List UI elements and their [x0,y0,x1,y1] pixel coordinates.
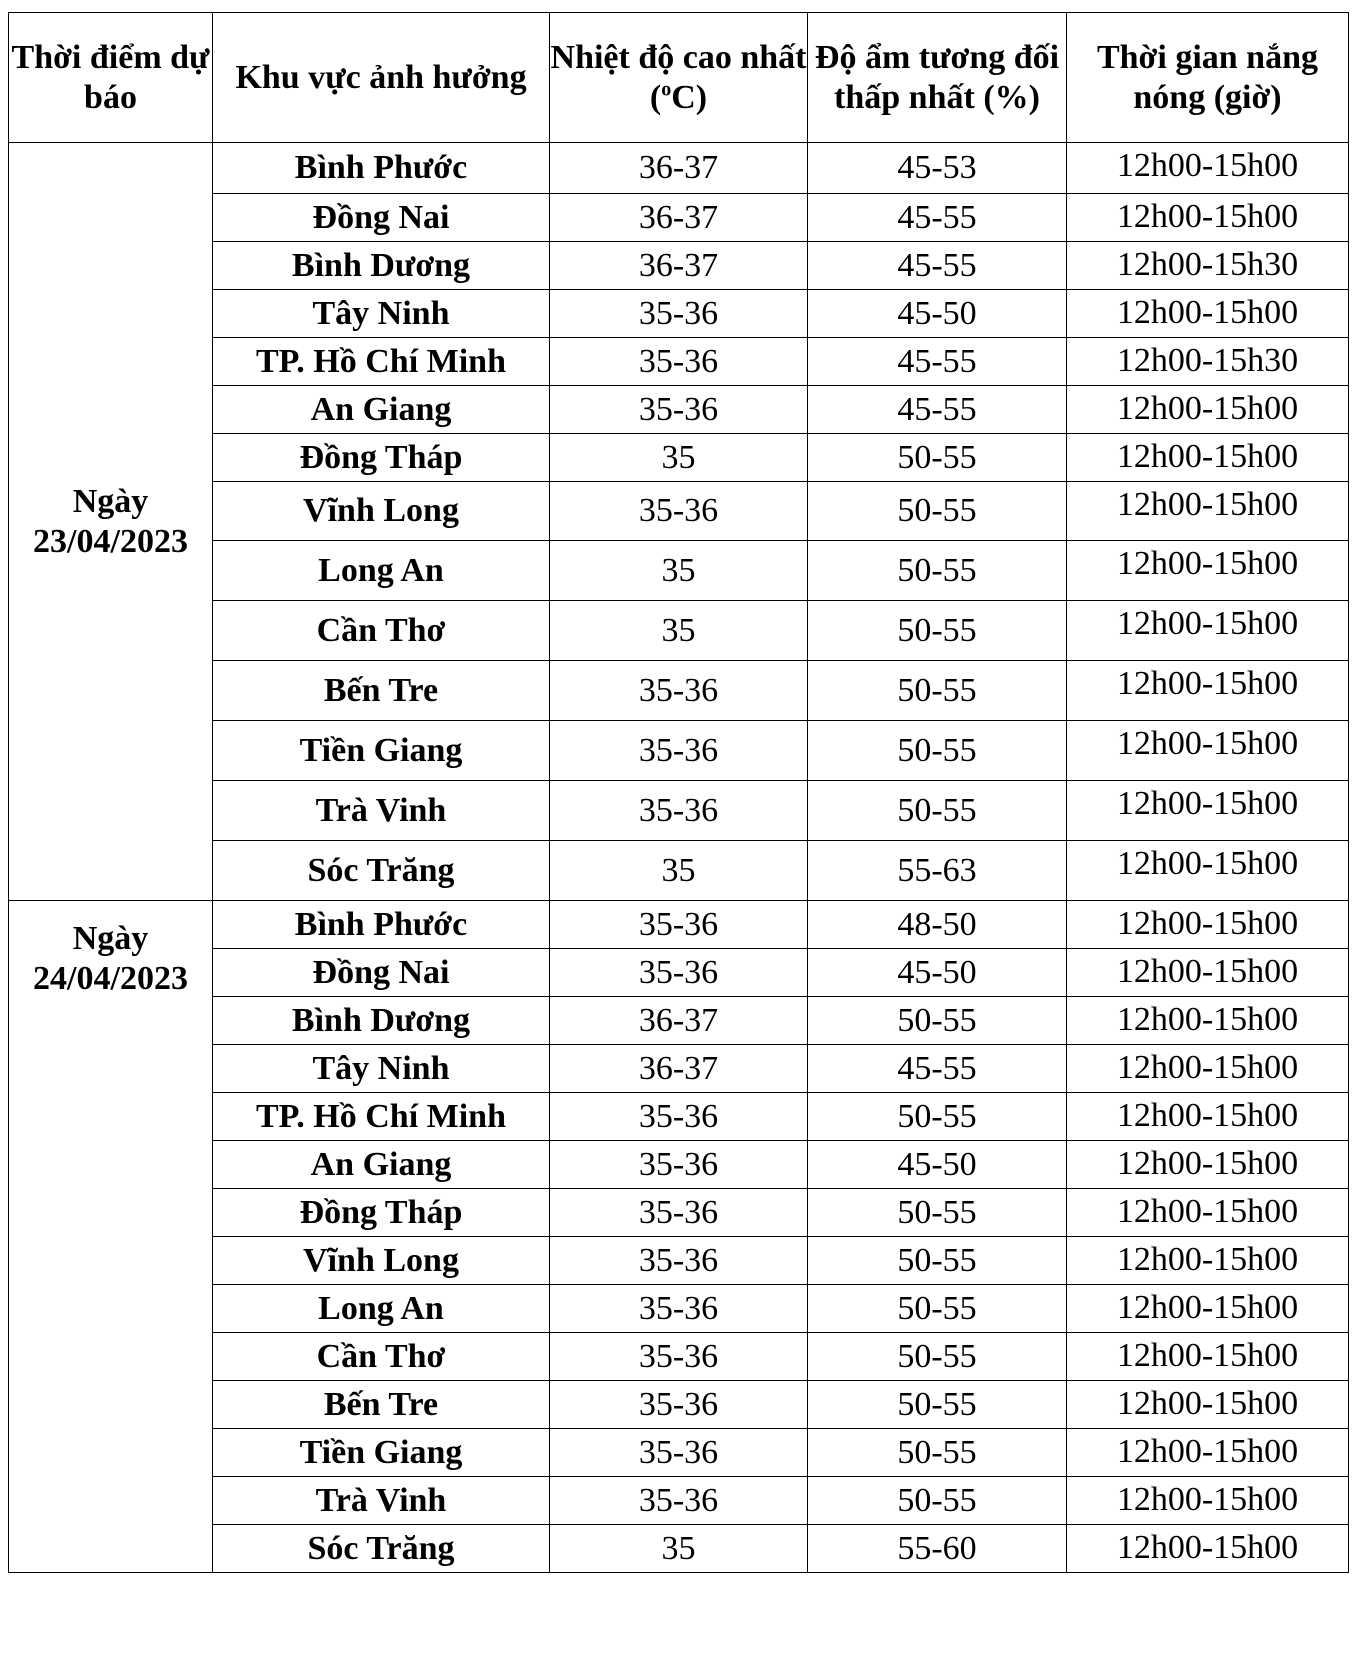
heat-duration-cell: 12h00-15h00 [1067,1333,1349,1381]
max-temperature-cell: 35-36 [550,661,808,721]
min-humidity-cell: 50-55 [808,1093,1067,1141]
region-cell: Đồng Tháp [213,434,550,482]
header-min-humidity: Độ ẩm tương đối thấp nhất (%) [808,13,1067,143]
region-cell: Trà Vinh [213,1477,550,1525]
min-humidity-cell: 45-50 [808,949,1067,997]
heat-duration-cell: 12h00-15h00 [1067,1429,1349,1477]
max-temperature-cell: 36-37 [550,143,808,194]
max-temperature-cell: 35 [550,841,808,901]
heat-duration-cell: 12h00-15h00 [1067,1141,1349,1189]
heat-duration-cell: 12h00-15h00 [1067,1093,1349,1141]
heat-duration-cell: 12h00-15h00 [1067,781,1349,841]
max-temperature-cell: 36-37 [550,242,808,290]
heat-duration-cell: 12h00-15h00 [1067,901,1349,949]
region-cell: TP. Hồ Chí Minh [213,338,550,386]
min-humidity-cell: 45-55 [808,386,1067,434]
heat-duration-cell: 12h00-15h30 [1067,242,1349,290]
heat-duration-cell: 12h00-15h00 [1067,997,1349,1045]
max-temperature-cell: 36-37 [550,997,808,1045]
min-humidity-cell: 45-55 [808,338,1067,386]
heat-duration-cell: 12h00-15h00 [1067,434,1349,482]
heat-duration-cell: 12h00-15h00 [1067,290,1349,338]
min-humidity-cell: 45-53 [808,143,1067,194]
header-affected-area: Khu vực ảnh hưởng [213,13,550,143]
table-row [9,143,1349,194]
min-humidity-cell: 45-55 [808,242,1067,290]
header-forecast-time: Thời điểm dự báo [9,13,213,143]
region-cell: An Giang [213,1141,550,1189]
region-cell: Long An [213,541,550,601]
region-cell: Long An [213,1285,550,1333]
min-humidity-cell: 50-55 [808,482,1067,541]
table-row [9,901,1349,949]
max-temperature-cell: 35-36 [550,1381,808,1429]
min-humidity-cell: 50-55 [808,1237,1067,1285]
max-temperature-cell: 35-36 [550,482,808,541]
region-cell: Bình Phước [213,143,550,194]
heat-duration-cell: 12h00-15h00 [1067,541,1349,601]
min-humidity-cell: 50-55 [808,541,1067,601]
max-temperature-cell: 35-36 [550,338,808,386]
min-humidity-cell: 50-55 [808,1333,1067,1381]
heat-duration-cell: 12h00-15h00 [1067,1525,1349,1573]
heat-duration-cell: 12h00-15h00 [1067,949,1349,997]
max-temperature-cell: 35-36 [550,1189,808,1237]
heat-duration-cell: 12h00-15h00 [1067,482,1349,541]
max-temperature-cell: 35-36 [550,290,808,338]
max-temperature-cell: 36-37 [550,1045,808,1093]
max-temperature-cell: 36-37 [550,194,808,242]
heat-duration-cell: 12h00-15h00 [1067,386,1349,434]
max-temperature-cell: 35-36 [550,721,808,781]
heat-duration-cell: 12h00-15h00 [1067,1285,1349,1333]
region-cell: Trà Vinh [213,781,550,841]
max-temperature-cell: 35-36 [550,1237,808,1285]
max-temperature-cell: 35 [550,541,808,601]
region-cell: Tiền Giang [213,721,550,781]
min-humidity-cell: 50-55 [808,781,1067,841]
region-cell: Vĩnh Long [213,1237,550,1285]
max-temperature-cell: 35 [550,434,808,482]
min-humidity-cell: 45-50 [808,1141,1067,1189]
min-humidity-cell: 50-55 [808,1189,1067,1237]
min-humidity-cell: 50-55 [808,661,1067,721]
header-max-temperature: Nhiệt độ cao nhất ($^o$C) [550,13,808,143]
min-humidity-cell: 50-55 [808,601,1067,661]
max-temperature-cell: 35 [550,1525,808,1573]
min-humidity-cell: 45-55 [808,194,1067,242]
max-temperature-cell: 35 [550,601,808,661]
max-temperature-cell: 35-36 [550,1285,808,1333]
min-humidity-cell: 50-55 [808,434,1067,482]
region-cell: Cần Thơ [213,601,550,661]
max-temperature-cell: 35-36 [550,386,808,434]
table-body [9,143,1349,1573]
max-temperature-cell: 35-36 [550,1429,808,1477]
max-temperature-cell: 35-36 [550,1477,808,1525]
region-cell: Bến Tre [213,1381,550,1429]
min-humidity-cell: 45-55 [808,1045,1067,1093]
max-temperature-cell: 35-36 [550,949,808,997]
heat-duration-cell: 12h00-15h00 [1067,1477,1349,1525]
region-cell: Cần Thơ [213,1333,550,1381]
region-cell: Sóc Trăng [213,1525,550,1573]
heat-duration-cell: 12h00-15h00 [1067,721,1349,781]
region-cell: Đồng Nai [213,194,550,242]
heat-duration-cell: 12h00-15h00 [1067,1237,1349,1285]
min-humidity-cell: 50-55 [808,1285,1067,1333]
max-temperature-cell: 35-36 [550,781,808,841]
region-cell: Đồng Tháp [213,1189,550,1237]
forecast-table [8,12,1349,1573]
min-humidity-cell: 50-55 [808,721,1067,781]
header-row [9,13,1349,143]
region-cell: Bến Tre [213,661,550,721]
min-humidity-cell: 50-55 [808,1429,1067,1477]
region-cell: Tây Ninh [213,290,550,338]
heat-duration-cell: 12h00-15h00 [1067,661,1349,721]
region-cell: Bình Dương [213,242,550,290]
region-cell: Bình Phước [213,901,550,949]
region-cell: Đồng Nai [213,949,550,997]
min-humidity-cell: 50-55 [808,997,1067,1045]
heat-duration-cell: 12h00-15h00 [1067,1045,1349,1093]
region-cell: An Giang [213,386,550,434]
min-humidity-cell: 55-63 [808,841,1067,901]
min-humidity-cell: 50-55 [808,1381,1067,1429]
region-cell: Tây Ninh [213,1045,550,1093]
min-humidity-cell: 55-60 [808,1525,1067,1573]
forecast-date: Ngày 23/04/2023 [9,143,213,901]
heat-duration-cell: 12h00-15h00 [1067,143,1349,194]
max-temperature-cell: 35-36 [550,1093,808,1141]
heat-duration-cell: 12h00-15h00 [1067,194,1349,242]
max-temperature-cell: 35-36 [550,1141,808,1189]
header-heat-duration: Thời gian nắng nóng (giờ) [1067,13,1349,143]
heat-duration-cell: 12h00-15h00 [1067,841,1349,901]
max-temperature-cell: 35-36 [550,901,808,949]
region-cell: Bình Dương [213,997,550,1045]
region-cell: Vĩnh Long [213,482,550,541]
heat-duration-cell: 12h00-15h00 [1067,1381,1349,1429]
region-cell: Tiền Giang [213,1429,550,1477]
forecast-date: Ngày 24/04/2023 [9,901,213,1573]
heat-duration-cell: 12h00-15h00 [1067,601,1349,661]
heat-duration-cell: 12h00-15h30 [1067,338,1349,386]
min-humidity-cell: 45-50 [808,290,1067,338]
heat-duration-cell: 12h00-15h00 [1067,1189,1349,1237]
region-cell: Sóc Trăng [213,841,550,901]
max-temperature-cell: 35-36 [550,1333,808,1381]
region-cell: TP. Hồ Chí Minh [213,1093,550,1141]
min-humidity-cell: 50-55 [808,1477,1067,1525]
min-humidity-cell: 48-50 [808,901,1067,949]
